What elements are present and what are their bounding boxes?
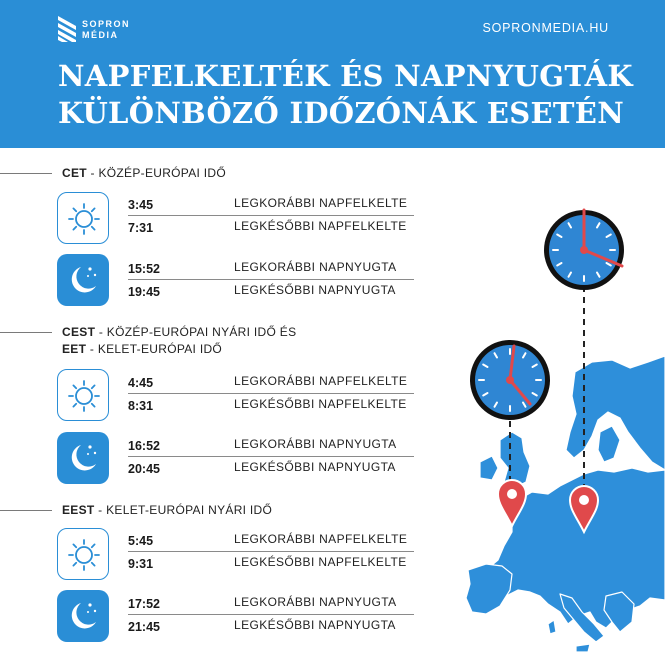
moon-stars-icon [57,590,109,642]
sun-icon [58,193,110,245]
zone-label-line [62,341,296,358]
row-divider [128,215,414,216]
zone-name: - KELET-EURÓPAI IDŐ [86,342,223,356]
logo-text [82,19,130,41]
sunset-icon-box [57,432,109,484]
zone-label [62,165,226,182]
row-divider [128,551,414,552]
earliest-sunrise-label: LEGKORÁBBI NAPFELKELTE [234,196,408,210]
row-divider [128,614,414,615]
earliest-sunset-time: 15:52 [128,262,160,276]
clock-icon [470,340,550,420]
logo-text-line2: MÉDIA [82,30,119,40]
latest-sunset-time: 19:45 [128,285,160,299]
zone-code: EEST [62,503,95,517]
moon-stars-icon [57,432,109,484]
sun-icon [58,370,110,422]
zone-name: - KÖZÉP-EURÓPAI NYÁRI IDŐ ÉS [95,325,297,339]
earliest-sunrise-time: 4:45 [128,376,154,390]
zone-name: - KÖZÉP-EURÓPAI IDŐ [86,166,227,180]
earliest-sunrise-label: LEGKORÁBBI NAPFELKELTE [234,532,408,546]
zone-code: CEST [62,325,96,339]
row-divider [128,279,414,280]
header-banner [0,0,665,148]
zone-code: CET [62,166,87,180]
earliest-sunset-label: LEGKORÁBBI NAPNYUGTA [234,437,397,451]
latest-sunset-label: LEGKÉSŐBBI NAPNYUGTA [234,618,396,632]
earliest-sunset-label: LEGKORÁBBI NAPNYUGTA [234,595,397,609]
title-line2: KÜLÖNBÖZŐ IDŐZÓNÁK ESETÉN [58,96,625,130]
moon-stars-icon [57,254,109,306]
latest-sunrise-time: 9:31 [128,557,154,571]
zone-label-line [62,324,296,341]
latest-sunset-time: 20:45 [128,462,160,476]
row-divider [128,393,414,394]
sunset-icon-box [57,590,109,642]
zone-code: EET [62,342,87,356]
logo-stripes-icon [56,16,78,42]
sunset-icon-box [57,254,109,306]
zone-divider [0,332,52,333]
zone-label [62,502,272,519]
brand-logo[interactable] [56,16,166,44]
map-pin-icon [498,462,526,526]
row-divider [128,456,414,457]
site-url-link[interactable]: SOPRONMEDIA.HU [482,21,609,35]
clock-icon [544,210,624,290]
latest-sunrise-time: 8:31 [128,399,154,413]
zone-label [62,324,296,358]
logo-text-line1: SOPRON [82,19,131,29]
sunrise-icon-box [57,528,109,580]
earliest-sunrise-time: 5:45 [128,534,154,548]
title-line1: NAPFELKELTÉK ÉS NAPNYUGTÁK [58,59,633,93]
sunrise-icon-box [57,192,109,244]
sunrise-icon-box [57,369,109,421]
page-title [58,58,658,132]
latest-sunrise-label: LEGKÉSŐBBI NAPFELKELTE [234,219,407,233]
latest-sunset-label: LEGKÉSŐBBI NAPNYUGTA [234,460,396,474]
latest-sunset-label: LEGKÉSŐBBI NAPNYUGTA [234,283,396,297]
europe-map [466,356,665,652]
earliest-sunset-label: LEGKORÁBBI NAPNYUGTA [234,260,397,274]
map-pin-icon [570,486,598,532]
earliest-sunrise-label: LEGKORÁBBI NAPFELKELTE [234,374,408,388]
earliest-sunset-time: 17:52 [128,597,160,611]
sun-icon [58,529,110,581]
latest-sunrise-label: LEGKÉSŐBBI NAPFELKELTE [234,397,407,411]
zone-name: - KELET-EURÓPAI NYÁRI IDŐ [94,503,273,517]
earliest-sunset-time: 16:52 [128,439,160,453]
latest-sunset-time: 21:45 [128,620,160,634]
latest-sunrise-time: 7:31 [128,221,154,235]
zone-divider [0,510,52,511]
latest-sunrise-label: LEGKÉSŐBBI NAPFELKELTE [234,555,407,569]
earliest-sunrise-time: 3:45 [128,198,154,212]
zone-divider [0,173,52,174]
